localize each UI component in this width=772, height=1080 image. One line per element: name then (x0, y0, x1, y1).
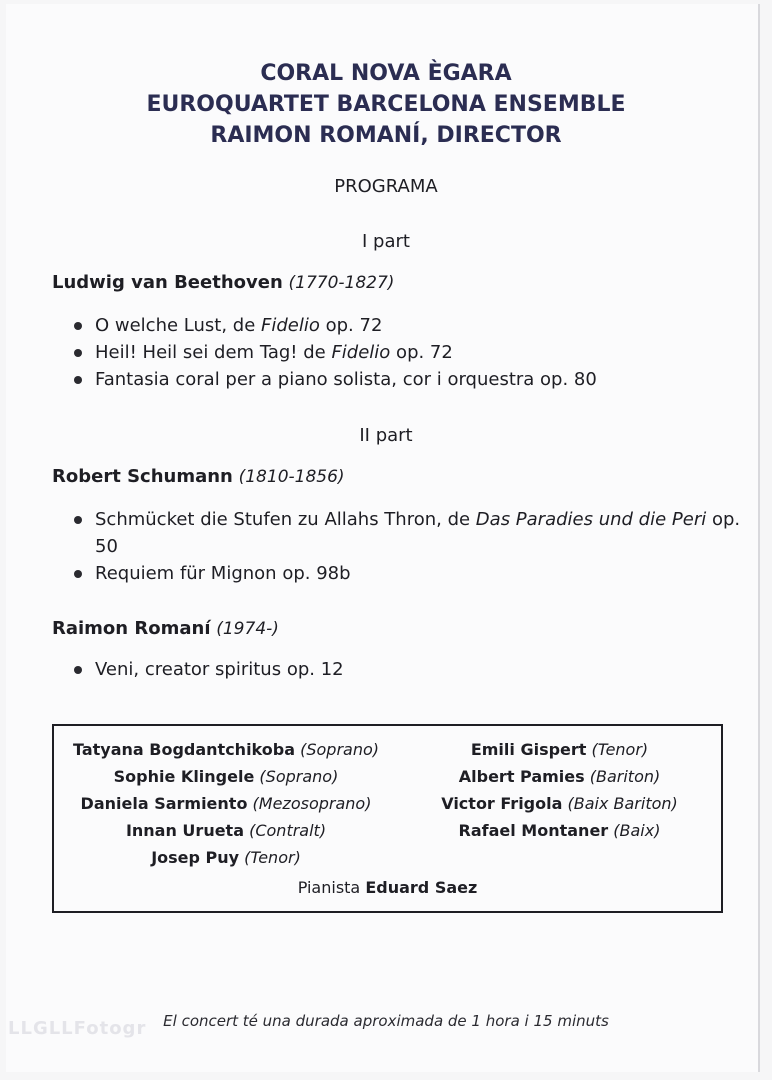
composer-dates: (1770-1827) (288, 273, 395, 293)
composer-name: Ludwig van Beethoven (52, 272, 283, 293)
list-item: Fantasia coral per a piano solista, cor i orquestra op. 80 (72, 366, 742, 393)
performers-box (52, 724, 723, 913)
performer-row: Innan Urueta (Contralt) (125, 821, 327, 840)
performers-right-column (398, 736, 721, 844)
works-list-beethoven (72, 312, 742, 393)
list-item: Veni, creator spiritus op. 12 (72, 656, 742, 683)
composer-dates: (1974-) (216, 619, 279, 639)
bullet-icon (74, 349, 82, 357)
composer-schumann (52, 466, 345, 487)
bullet-icon (74, 516, 82, 524)
bullet-icon (74, 376, 82, 384)
performer-row: Tatyana Bogdantchikoba (Soprano) (72, 740, 380, 759)
duration-note: El concert té una durada aproximada de 1 hora i 15 minuts (163, 1012, 609, 1030)
bullet-icon (74, 666, 82, 674)
pianist-line: Pianista Eduard Saez (297, 878, 478, 897)
list-item: Requiem für Mignon op. 98b (72, 560, 742, 587)
part-2-label: II part (359, 425, 413, 446)
choir-name: CORAL NOVA ÈGARA (260, 61, 512, 86)
composer-dates: (1810-1856) (238, 467, 345, 487)
performers-left-column (54, 736, 398, 871)
programa-title: PROGRAMA (334, 176, 438, 197)
composer-romani (52, 618, 279, 639)
bullet-icon (74, 322, 82, 330)
performer-row: Josep Puy (Tenor) (151, 848, 301, 867)
works-list-schumann (72, 506, 742, 587)
watermark: LLGLLFotogr (8, 1018, 147, 1039)
list-item: Schmücket die Stufen zu Allahs Thron, de Das Paradies und die Peri op. 50 (72, 506, 742, 560)
performer-row: Victor Frigola (Baix Bariton) (441, 794, 678, 813)
performer-row: Rafael Montaner (Baix) (458, 821, 661, 840)
performer-row: Daniela Sarmiento (Mezosoprano) (80, 794, 372, 813)
composer-name: Robert Schumann (52, 466, 233, 487)
composer-name: Raimon Romaní (52, 618, 211, 639)
list-item: O welche Lust, de Fidelio op. 72 (72, 312, 742, 339)
part-1-label: I part (362, 231, 410, 252)
header (0, 58, 772, 151)
performer-row: Emili Gispert (Tenor) (470, 740, 649, 759)
director-name: RAIMON ROMANÍ, DIRECTOR (210, 123, 562, 148)
works-list-romani (72, 656, 742, 683)
ensemble-name: EUROQUARTET BARCELONA ENSEMBLE (146, 92, 626, 117)
composer-beethoven (52, 272, 394, 293)
list-item: Heil! Heil sei dem Tag! de Fidelio op. 72 (72, 339, 742, 366)
performer-row: Albert Pamies (Bariton) (458, 767, 661, 786)
bullet-icon (74, 570, 82, 578)
performer-row: Sophie Klingele (Soprano) (113, 767, 339, 786)
